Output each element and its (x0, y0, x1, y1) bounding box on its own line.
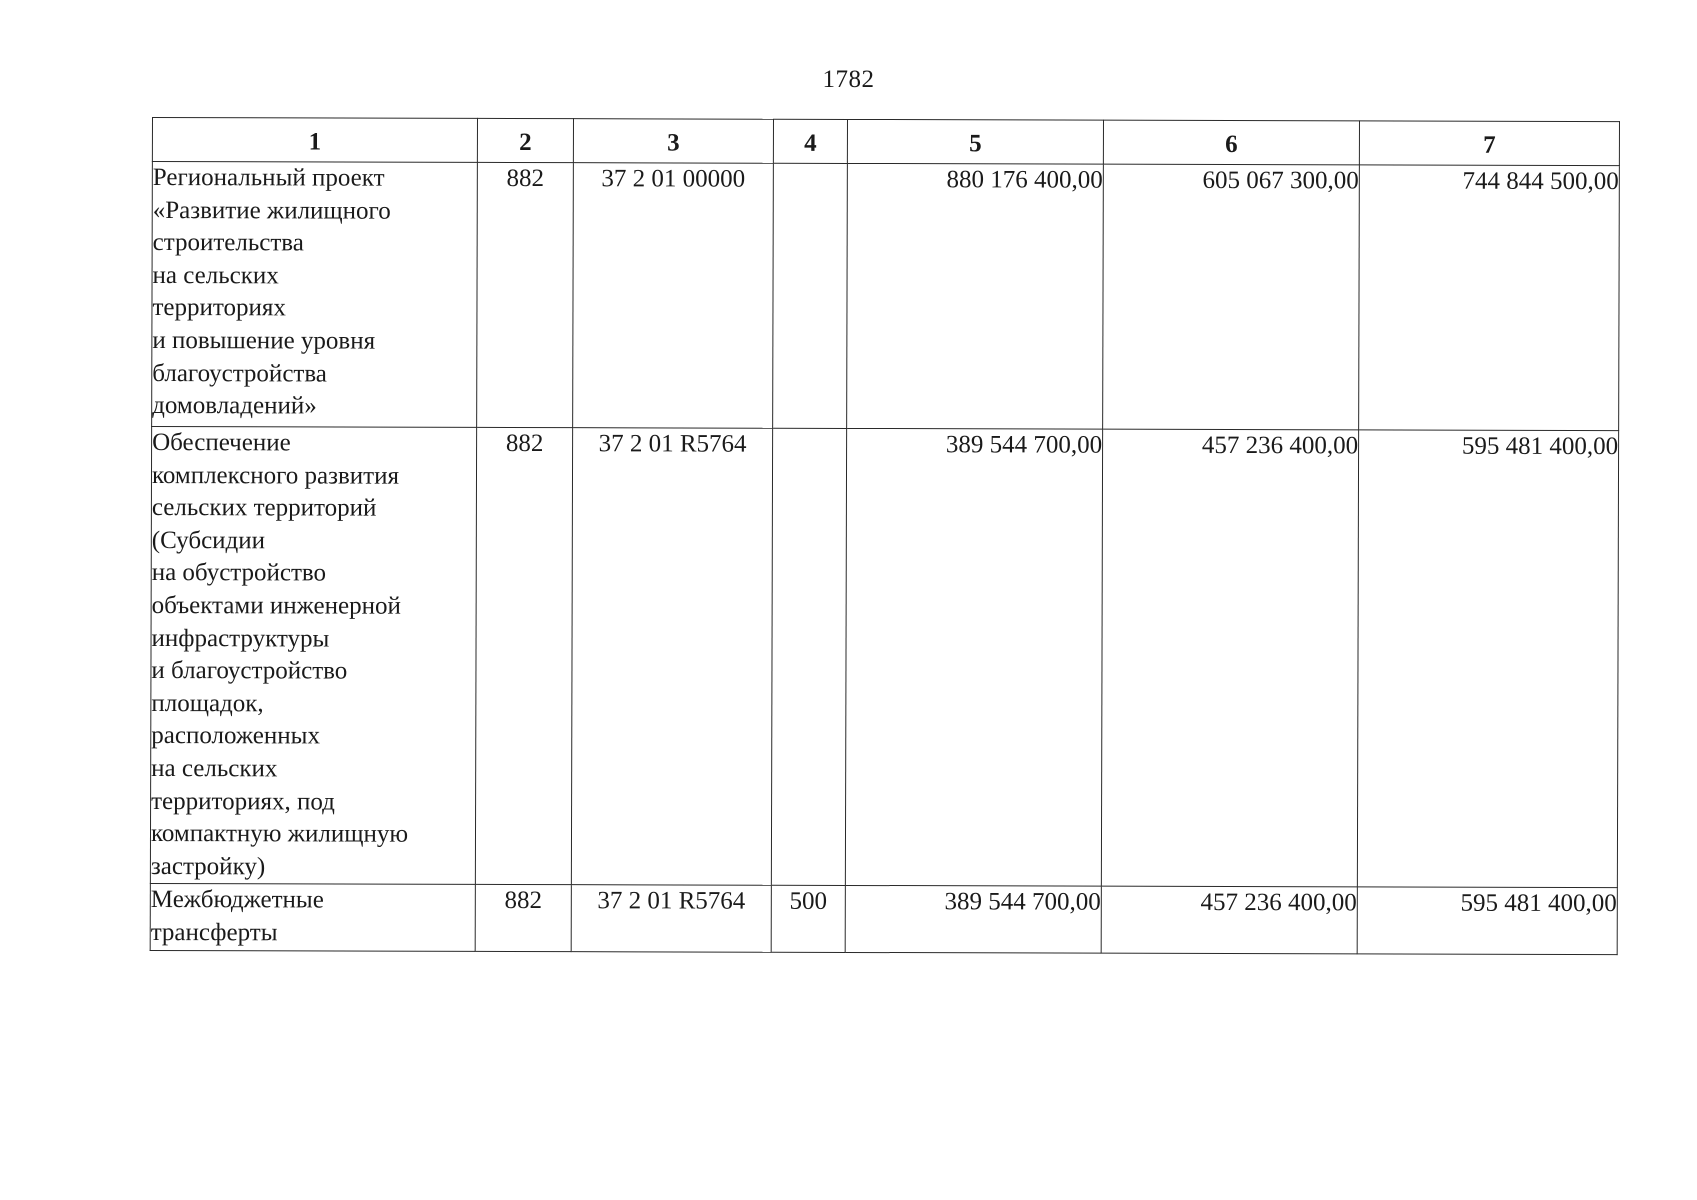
amount-cell: 457 236 400,00 (1101, 429, 1358, 887)
column-header: 1 (152, 118, 477, 163)
amount-cell: 457 236 400,00 (1101, 886, 1357, 954)
chapter-code-cell: 882 (475, 885, 571, 952)
column-header: 2 (477, 118, 573, 162)
chapter-code-cell: 882 (475, 427, 572, 885)
name-line: на сельских (152, 261, 279, 290)
chapter-code-cell: 882 (477, 162, 574, 427)
name-line: Обеспечение (152, 429, 291, 457)
expense-type-cell (771, 428, 846, 886)
name-line: строительства (152, 229, 304, 257)
name-line: объектами инженерной (151, 591, 401, 620)
name-line: сельских территорий (151, 494, 377, 522)
name-line: трансферты (150, 918, 278, 947)
row-name-cell (150, 884, 475, 952)
name-line: (Субсидии (151, 526, 266, 555)
table-row (152, 162, 1620, 431)
target-article-cell: 37 2 01 R5764 (571, 428, 772, 886)
name-line: Межбюджетные (150, 886, 324, 914)
name-line: компактную жилищную (150, 820, 409, 848)
name-line: комплексного развития (151, 461, 400, 490)
name-line: благоустройства (152, 359, 327, 388)
name-line: площадок, (151, 689, 264, 718)
name-line: и повышение уровня (152, 326, 376, 355)
column-header: 7 (1359, 121, 1619, 166)
expense-type-cell: 500 (771, 886, 845, 953)
name-line: «Развитие жилищного (152, 196, 391, 225)
row-name-cell (150, 427, 476, 885)
amount-cell: 880 176 400,00 (847, 163, 1104, 429)
column-header: 4 (773, 119, 847, 163)
amount-cell: 595 481 400,00 (1357, 430, 1618, 888)
row-name-cell (152, 162, 478, 428)
name-line: Региональный проект (152, 164, 385, 192)
budget-table (150, 117, 1620, 955)
target-article-cell: 37 2 01 R5764 (571, 885, 771, 953)
name-line: инфраструктуры (151, 624, 330, 653)
table-header-row (152, 118, 1619, 166)
target-article-cell: 37 2 01 00000 (573, 163, 774, 429)
name-line: на обустройство (151, 559, 327, 587)
name-line: расположенных (151, 722, 321, 750)
name-line: территориях (152, 294, 286, 322)
column-header: 3 (573, 119, 773, 164)
expense-type-cell (773, 163, 848, 428)
name-line: застройку) (150, 852, 266, 881)
table-row (150, 884, 1617, 955)
name-line: территориях, под (151, 787, 335, 816)
amount-cell: 389 544 700,00 (845, 886, 1101, 954)
column-header: 5 (847, 119, 1103, 164)
page-number: 1782 (822, 66, 875, 93)
amount-cell: 389 544 700,00 (845, 428, 1102, 886)
name-line: домовладений» (152, 392, 317, 420)
budget-table-container (150, 117, 1619, 955)
name-line: на сельских (151, 754, 278, 783)
amount-cell: 605 067 300,00 (1103, 164, 1360, 430)
amount-cell: 595 481 400,00 (1357, 887, 1617, 955)
amount-cell: 744 844 500,00 (1359, 165, 1620, 431)
name-line: и благоустройство (151, 657, 348, 685)
column-header: 6 (1103, 120, 1359, 165)
table-row (150, 427, 1618, 888)
